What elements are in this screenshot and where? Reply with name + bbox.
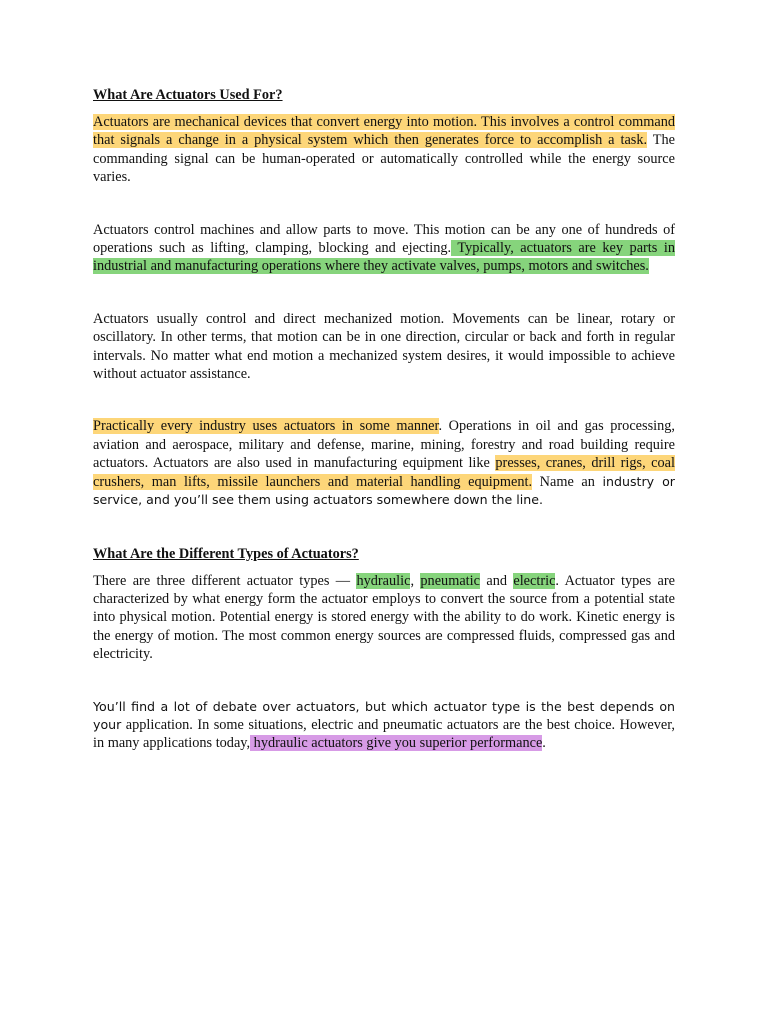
highlight-every-industry: Practically every industry uses actuators in some manner [93, 418, 439, 435]
section-heading-uses: What Are Actuators Used For? [93, 87, 283, 103]
section-heading-types: What Are the Different Types of Actuators? [93, 545, 359, 562]
paragraph-control [93, 221, 675, 276]
paragraph-text: . Actuator types are characterized by what energy form the actuator employs to convert the source from a potential state into physical motion. Potential energy is stored energy with the ability to do work. Kinetic energy is the energy of motion. The most common energy sources are compressed fluids, compressed gas and electricity. [93, 572, 675, 663]
highlight-hydraulic-performance: hydraulic actuators give you superior performance [250, 735, 543, 752]
paragraph-text: . Operations in oil and gas processing, aviation and aerospace, military and defense, marine, mining, forestry and road building require actuators. Actuators are also used in manufacturing equipment like [93, 418, 675, 472]
paragraph-text: application. In some situations, electric and pneumatic actuators are the best choice. However, in many applications today, [93, 716, 675, 752]
highlight-equipment-list: presses, cranes, drill rigs, coal crushers, man lifts, missile launchers and material handling equipment. [93, 455, 675, 490]
document-page [93, 86, 675, 753]
paragraph-industries [93, 417, 675, 509]
paragraph-text: . [542, 735, 546, 752]
paragraph-text-sans: You’ll find a lot of debate over actuators, but which actuator type is the best depends on your [93, 698, 675, 732]
paragraph-types [93, 572, 675, 664]
highlight-electric: electric [513, 572, 556, 589]
paragraph-text-sans: industry or service, and you’ll see them using actuators somewhere down the line. [93, 473, 675, 508]
highlight-hydraulic: hydraulic [356, 572, 411, 589]
highlight-industrial-use: Typically, actuators are key parts in industrial and manufacturing operations where they activate valves, pumps, motors and switches. [93, 240, 675, 275]
paragraph-text: Name an [532, 473, 603, 490]
separator-text: , [410, 572, 421, 589]
paragraph-text: There are three different actuator types — [93, 572, 357, 589]
paragraph-definition [93, 113, 675, 187]
paragraph-motion: Actuators usually control and direct mechanized motion. Movements can be linear, rotary or oscillatory. In other terms, that motion can be in one direction, circular or back and forth in regular intervals. No matter what end motion a mechanized system desires, it would impossible to achieve without actuator assistance. [93, 310, 675, 383]
highlight-definition: Actuators are mechanical devices that convert energy into motion. This involves a control command that signals a change in a physical system which then generates force to accomplish a task. [93, 114, 675, 149]
separator-text: and [479, 572, 514, 589]
highlight-pneumatic: pneumatic [420, 572, 480, 589]
paragraph-text: Actuators control machines and allow parts to move. This motion can be any one of hundreds of operations such as lifting, clamping, blocking and ejecting. [93, 221, 675, 257]
paragraph-debate [93, 698, 675, 753]
paragraph-text: The commanding signal can be human-operated or automatically controlled while the energy source varies. [93, 132, 675, 186]
